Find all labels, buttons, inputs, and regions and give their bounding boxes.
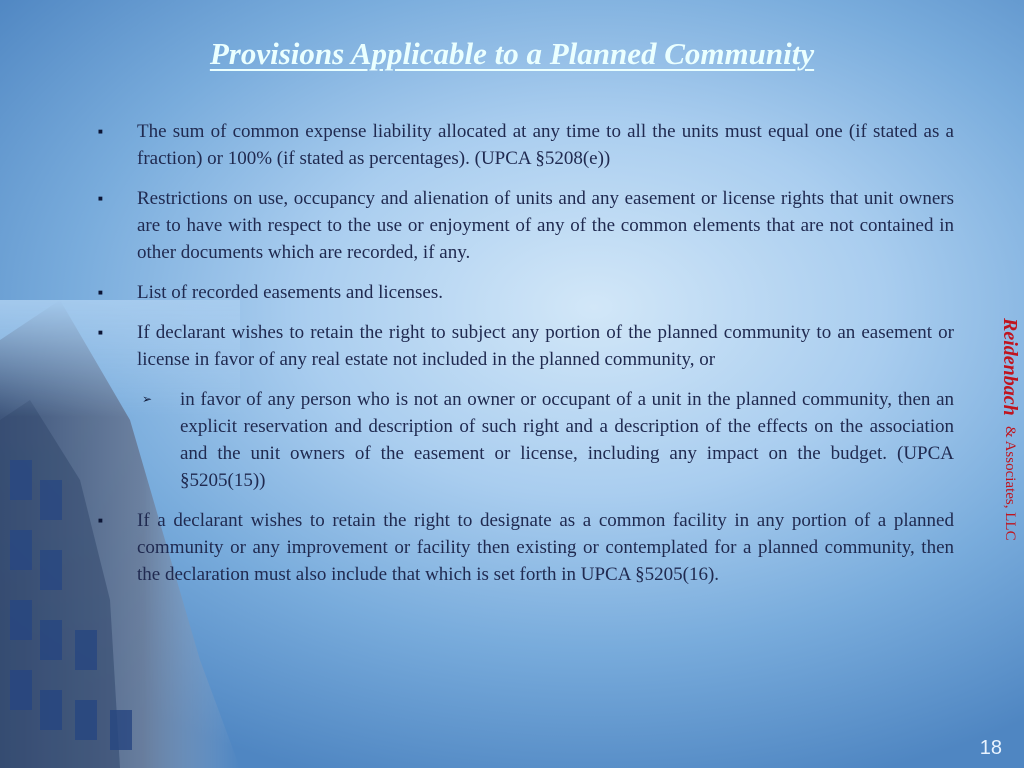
bullet-item [95, 185, 954, 266]
bullet-item [95, 319, 954, 373]
slide-content [95, 118, 954, 601]
sub-bullet-item [142, 386, 954, 494]
brand-name: Reidenbach [999, 318, 1021, 416]
bullet-text: The sum of common expense liability allocated at any time to all the units must equal one (if stated as a fraction) or 100% (if stated as percentages). (UPCA §5208(e)) [137, 121, 954, 169]
square-bullet-icon: ■ [98, 328, 103, 337]
square-bullet-icon: ■ [98, 288, 103, 297]
square-bullet-icon: ■ [98, 127, 103, 136]
square-bullet-icon: ■ [98, 194, 103, 203]
bullet-text: If declarant wishes to retain the right to subject any portion of the planned community to an easement or license in favor of any real estate not included in the planned community, or [137, 322, 954, 370]
bullet-text: List of recorded easements and licenses. [137, 282, 443, 303]
brand-suffix: & Associates, LLC [1002, 425, 1018, 541]
bullet-text: If a declarant wishes to retain the right to designate as a common facility in any portion of a planned community or any improvement or facility then existing or contemplated for a planned community, then the declaration must also include that which is set forth in UPCA §5205(16). [137, 510, 954, 585]
bullet-item [95, 507, 954, 588]
brand-logo [998, 318, 1021, 540]
sub-bullet-text: in favor of any person who is not an owner or occupant of a unit in the planned community, then an explicit reservation and description of such right and a description of the effects on the association and the unit owners of the easement or license, including any impact on the budget. (UPCA §5205(15)) [180, 389, 954, 491]
square-bullet-icon: ■ [98, 516, 103, 525]
slide-title: Provisions Applicable to a Planned Community [209, 36, 815, 71]
bullet-item [95, 118, 954, 172]
bullet-item [95, 279, 954, 306]
bullet-text: Restrictions on use, occupancy and alienation of units and any easement or license rights that unit owners are to have with respect to the use or enjoyment of any of the common elements that are not contained in other documents which are recorded, if any. [137, 188, 954, 263]
arrow-bullet-icon: ➢ [142, 392, 153, 406]
page-number: 18 [979, 737, 1002, 759]
